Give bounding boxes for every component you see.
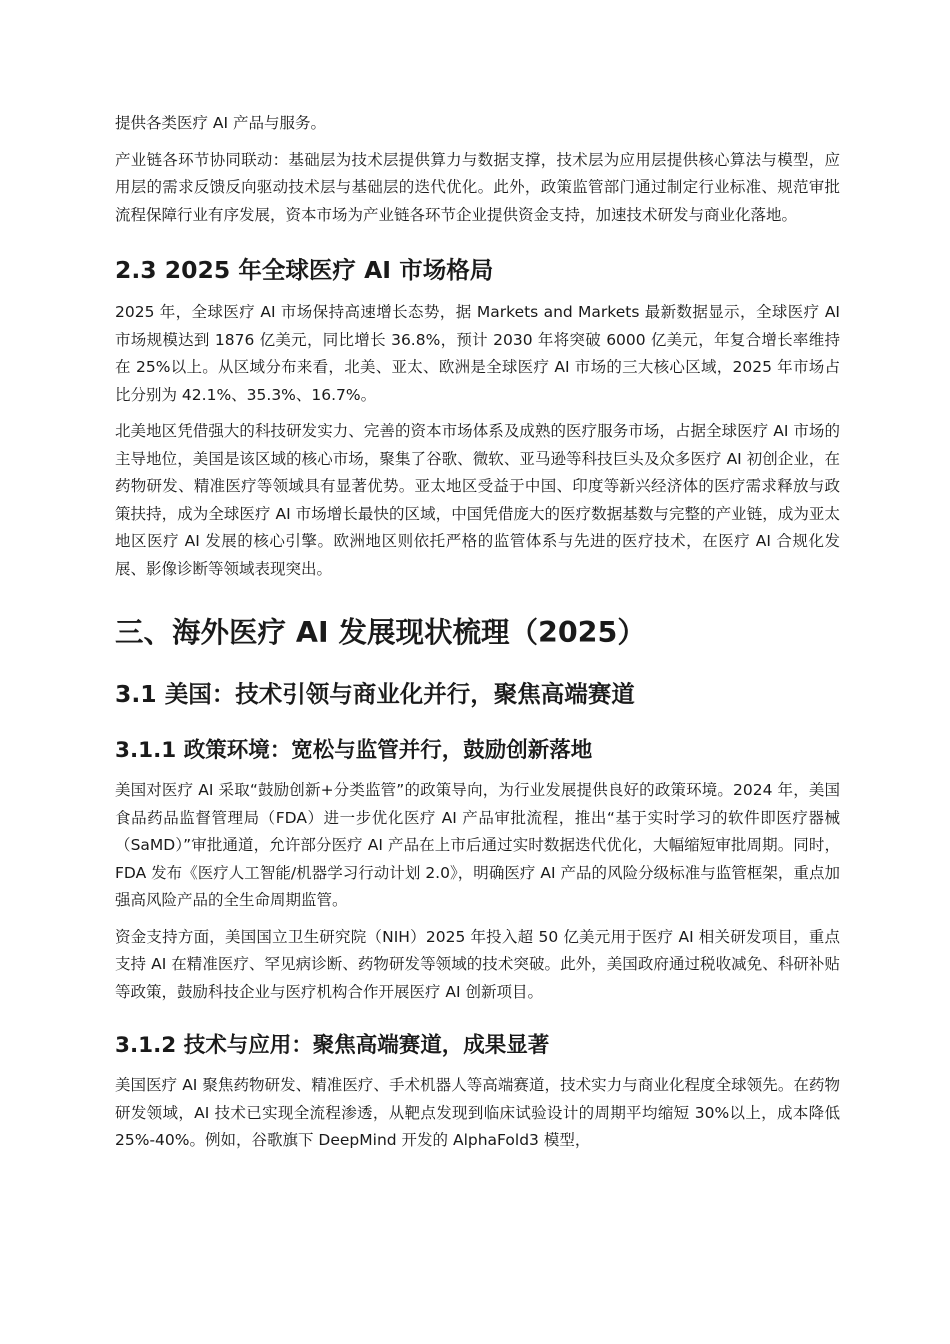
section-3-1-heading: 3.1 美国：技术引领与商业化并行，聚焦高端赛道 xyxy=(115,680,635,708)
section-3-1-2-paragraph-1: 美国医疗 AI 聚焦药物研发、精准医疗、手术机器人等高端赛道，技术实力与商业化程度全球领先。在药物研发领域，AI 技术已实现全流程渗透，从靶点发现到临床试验设计的周期平均缩短 30%以上，成本降低 25%-40%。例如，谷歌旗下 DeepMind 开发的 AlphaFold3 模型， xyxy=(115,1076,840,1149)
section-2-3-heading: 2.3 2025 年全球医疗 AI 市场格局 xyxy=(115,256,494,284)
section-3-1-1-heading: 3.1.1 政策环境：宽松与监管并行，鼓励创新落地 xyxy=(115,738,593,763)
intro-tail-paragraph: 提供各类医疗 AI 产品与服务。 xyxy=(115,114,327,132)
document-page xyxy=(115,110,840,1155)
intro-industry-chain-paragraph: 产业链各环节协同联动：基础层为技术层提供算力与数据支撑，技术层为应用层提供核心算法与模型，应用层的需求反馈反向驱动技术层与基础层的迭代优化。此外，政策监管部门通过制定行业标准、规范审批流程保障行业有序发展，资本市场为产业链各环节企业提供资金支持，加速技术研发与商业化落地。 xyxy=(115,150,840,224)
chapter-3-heading: 三、海外医疗 AI 发展现状梳理（2025） xyxy=(115,616,646,649)
section-3-1-2-heading: 3.1.2 技术与应用：聚焦高端赛道，成果显著 xyxy=(115,1033,550,1058)
section-3-1-1-paragraph-1: 美国对医疗 AI 采取“鼓励创新+分类监管”的政策导向，为行业发展提供良好的政策环境。2024 年，美国食品药品监督管理局（FDA）进一步优化医疗 AI 产品审批流程，推出“基于实时学习的软件即医疗器械（SaMD）”审批通道，允许部分医疗 AI 产品在上市后通过实时数据迭代优化，大幅缩短审批周期。同时，FDA 发布《医疗人工智能/机器学习行动计划 2.0》，明确医疗 AI 产品的风险分级标准与监管框架，重点加强高风险产品的全生命周期监管。 xyxy=(115,781,840,909)
section-2-3-paragraph-1: 2025 年，全球医疗 AI 市场保持高速增长态势，据 Markets and Markets 最新数据显示，全球医疗 AI 市场规模达到 1876 亿美元，同比增长 36.8%，预计 2030 年将突破 6000 亿美元，年复合增长率维持在 25%以上。从区域分布来看，北美、亚太、欧洲是全球医疗 AI 市场的三大核心区域，2025 年市场占比分别为 42.1%、35.3%、16.7%。 xyxy=(115,303,840,404)
section-2-3-paragraph-2: 北美地区凭借强大的科技研发实力、完善的资本市场体系及成熟的医疗服务市场，占据全球医疗 AI 市场的主导地位，美国是该区域的核心市场，聚集了谷歌、微软、亚马逊等科技巨头及众多医疗 AI 初创企业，在药物研发、精准医疗等领域具有显著优势。亚太地区受益于中国、印度等新兴经济体的医疗需求释放与政策扶持，成为全球医疗 AI 市场增长最快的区域，中国凭借庞大的医疗数据基数与完整的产业链，成为亚太地区医疗 AI 发展的核心引擎。欧洲地区则依托严格的监管体系与先进的医疗技术，在医疗 AI 合规化发展、影像诊断等领域表现突出。 xyxy=(115,422,840,578)
section-3-1-1-paragraph-2: 资金支持方面，美国国立卫生研究院（NIH）2025 年投入超 50 亿美元用于医疗 AI 相关研发项目，重点支持 AI 在精准医疗、罕见病诊断、药物研发等领域的技术突破。此外，美国政府通过税收减免、科研补贴等政策，鼓励科技企业与医疗机构合作开展医疗 AI 创新项目。 xyxy=(115,927,840,1001)
